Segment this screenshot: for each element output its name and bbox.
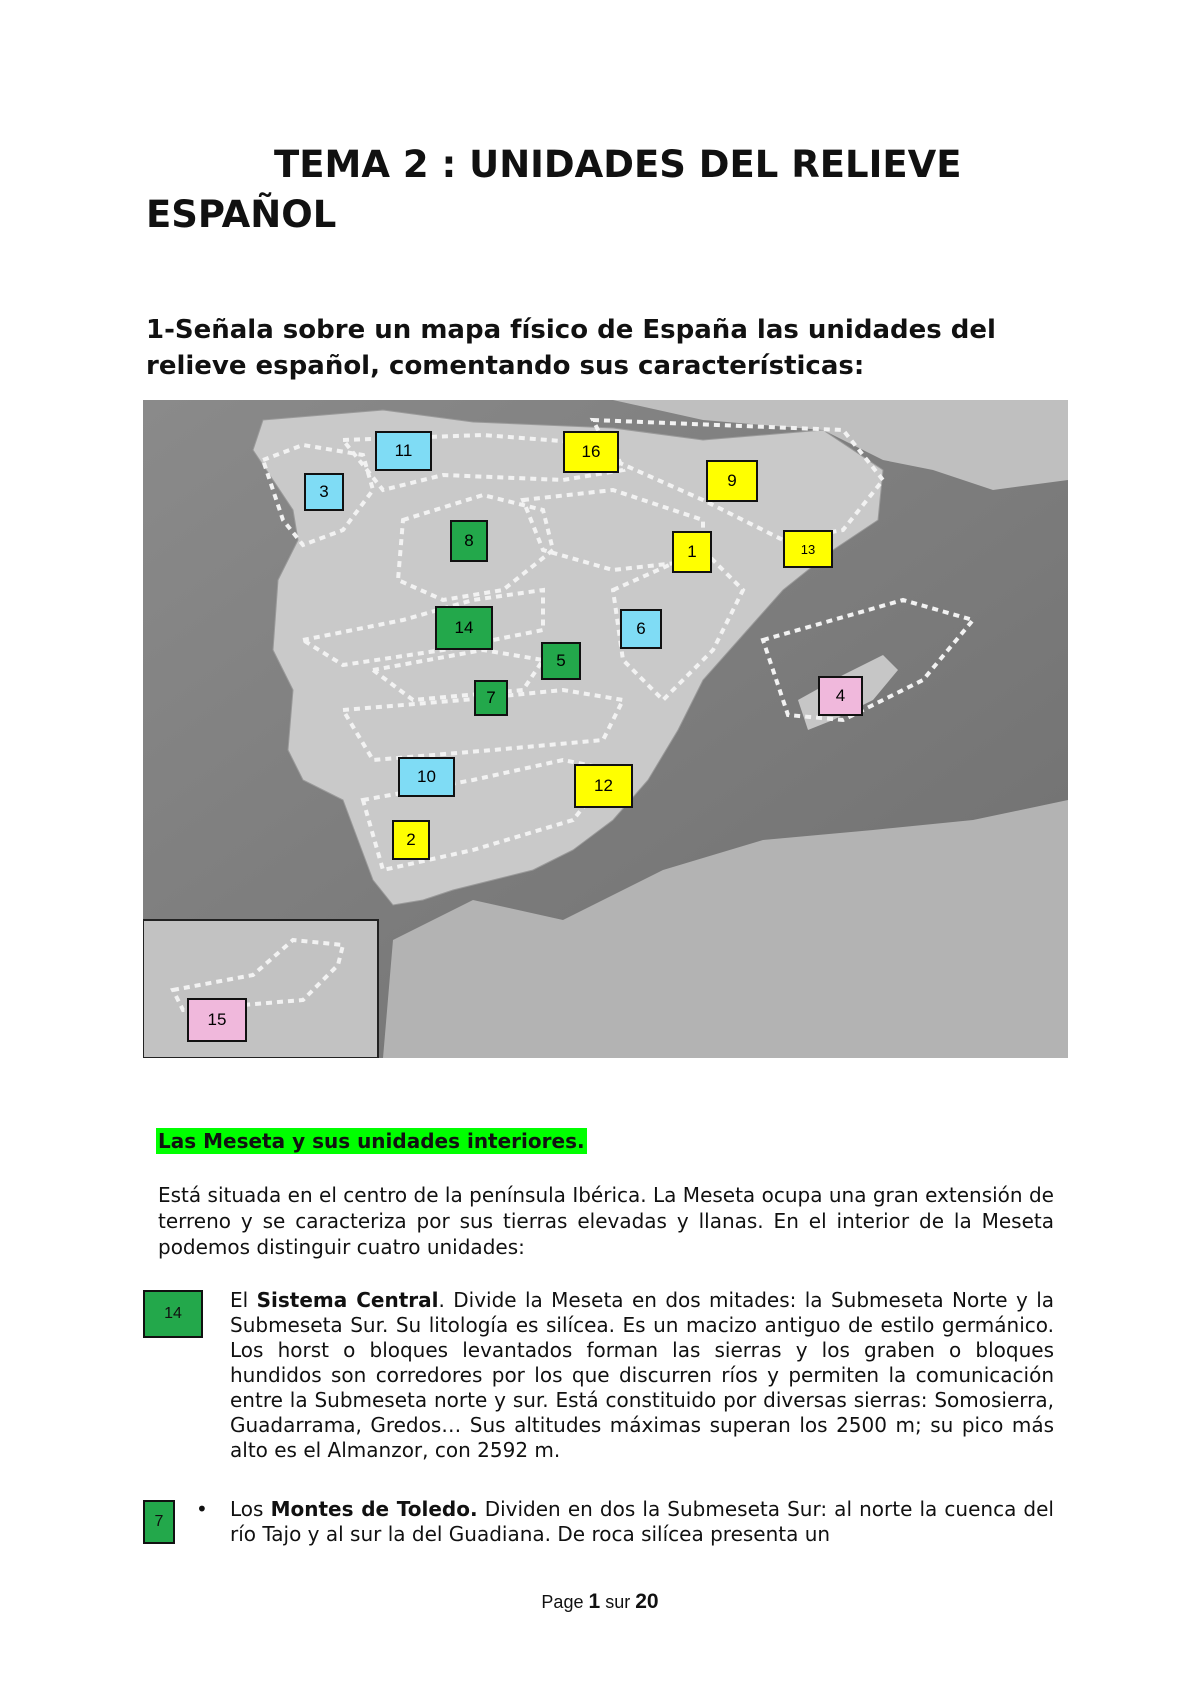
map-label-15: 15 bbox=[187, 998, 247, 1042]
section-heading: Las Meseta y sus unidades interiores. bbox=[158, 1129, 585, 1153]
map-label-6: 6 bbox=[620, 609, 662, 649]
section-intro: Está situada en el centro de la península Ibérica. La Meseta ocupa una gran extensión de terreno y se caracteriza por sus tierras elevadas y llanas. En el interior de la Meseta podemos distinguir cuatro unidades: bbox=[158, 1183, 1054, 1259]
map-label-4: 4 bbox=[818, 676, 863, 716]
item-name: Montes de Toledo. bbox=[270, 1497, 478, 1521]
item-box-14: 14 bbox=[143, 1290, 203, 1338]
map-label-1: 1 bbox=[672, 531, 712, 573]
exercise-question: 1-Señala sobre un mapa físico de España las unidades del relieve español, comentando sus características: bbox=[146, 315, 996, 381]
page-footer: Page 1 sur 20 bbox=[541, 1590, 659, 1613]
map-label-16: 16 bbox=[563, 431, 619, 473]
title-line-1: TEMA 2 : UNIDADES DEL RELIEVE bbox=[274, 143, 962, 186]
item-montes-de-toledo: Los Montes de Toledo. Dividen en dos la Submeseta Sur: al norte la cuenca del río Tajo y al sur la del Guadiana. De roca silícea presenta un bbox=[230, 1497, 1054, 1546]
item-box-7: 7 bbox=[143, 1500, 175, 1544]
map-graphic bbox=[143, 400, 1068, 1058]
current-page: 1 bbox=[588, 1590, 601, 1613]
map-label-11: 11 bbox=[375, 431, 432, 471]
map-label-3: 3 bbox=[304, 473, 344, 511]
map-label-13: 13 bbox=[783, 530, 833, 568]
map-label-10: 10 bbox=[398, 757, 455, 797]
map-label-9: 9 bbox=[706, 460, 758, 502]
title-line-2: ESPAÑOL bbox=[146, 193, 337, 236]
map-label-14: 14 bbox=[435, 606, 493, 650]
relief-map bbox=[143, 400, 1068, 1058]
map-label-8: 8 bbox=[450, 520, 488, 562]
page-title bbox=[146, 140, 1086, 240]
map-label-12: 12 bbox=[574, 764, 633, 808]
total-pages: 20 bbox=[635, 1590, 659, 1613]
map-label-2: 2 bbox=[392, 820, 430, 860]
item-sistema-central: El Sistema Central. Divide la Meseta en dos mitades: la Submeseta Norte y la Submeseta Sur. Su litología es silícea. Es un macizo antiguo de estilo germánico. Los horst o bloques levantados forman las sierras y los graben o bloques hundidos son corredores por los que discurren ríos y permiten la comunicación entre la Submeseta norte y sur. Está constituido por diversas sierras: Somosierra, Guadarrama, Gredos… Sus altitudes máximas superan los 2500 m; su pico más alto es el Almanzor, con 2592 m. bbox=[230, 1288, 1055, 1462]
bullet: • bbox=[196, 1497, 208, 1521]
map-label-5: 5 bbox=[541, 642, 581, 680]
item-name: Sistema Central bbox=[256, 1288, 439, 1312]
map-label-7: 7 bbox=[474, 680, 508, 716]
